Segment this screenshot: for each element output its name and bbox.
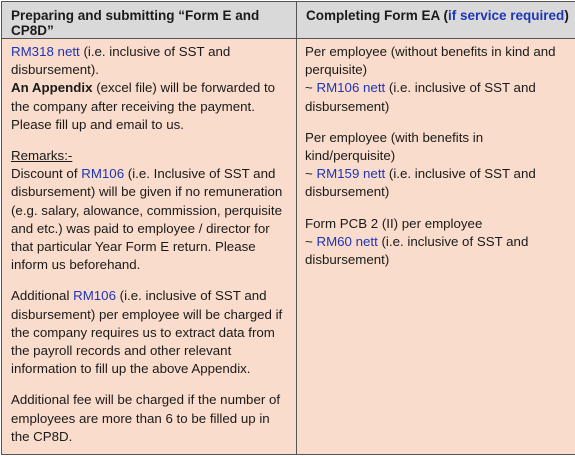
- ea-item: [305, 43, 569, 116]
- additional-pre: Additional: [11, 288, 74, 304]
- discount-pre: Discount of: [11, 166, 82, 182]
- ea-item-price: [305, 79, 569, 115]
- body-row: [2, 39, 575, 455]
- discount-amount: RM106: [81, 166, 125, 182]
- left-cell: [2, 39, 297, 455]
- ea-item: [305, 129, 569, 202]
- ea-item-amount: RM159 nett: [316, 166, 386, 182]
- header-right-title: [297, 2, 575, 23]
- ea-item-label: Per employee (without benefits in kind and perquisite): [305, 44, 556, 78]
- additional-text: (i.e. inclusive of SST and disbursement) per employee will be charged if the company requires us to extract data from the payroll records and other relevant information to fill up the above Appendix.: [11, 288, 283, 377]
- ea-item: [305, 215, 569, 270]
- header-right: [297, 2, 575, 39]
- ea-item-label: Per employee (with benefits in kind/perquisite): [305, 129, 484, 164]
- left-price-amount: RM318 nett: [11, 44, 80, 59]
- additional-amount: RM106: [73, 288, 116, 304]
- additional-fee-paragraph: Additional fee will be charged if the number of employees are more than 6 to be filled up in the CP8D.: [11, 392, 281, 444]
- header-right-suffix: ): [564, 8, 569, 23]
- additional-paragraph: [11, 287, 288, 378]
- ea-item-tilde: ~: [305, 166, 317, 182]
- appendix-paragraph: [11, 79, 288, 134]
- fee-table: [1, 1, 575, 455]
- discount-paragraph: [11, 165, 288, 274]
- header-right-highlight: if service required: [448, 8, 565, 23]
- ea-item-tilde: ~: [305, 233, 317, 249]
- remarks-title: Remarks:-: [11, 148, 73, 164]
- header-row: [2, 2, 575, 39]
- header-right-prefix: Completing Form EA (: [306, 8, 448, 23]
- appendix-text: (excel file) will be forwarded to the company after receiving the payment. Please fill up and email to us.: [11, 80, 276, 132]
- left-price-paragraph: [11, 43, 288, 79]
- ea-item-text: (i.e. inclusive of SST and disbursement): [305, 80, 536, 114]
- ea-item-tilde: ~: [305, 80, 317, 96]
- header-left: [2, 2, 297, 39]
- header-left-title: Preparing and submitting “Form E and CP8D”: [11, 8, 260, 38]
- discount-text: (i.e. Inclusive of SST and disbursement) will be given if no remuneration (e.g. salary, alowance, commission, perquisite and etc.) was paid to employee / director for that particular Year Form E return. Please inform us beforehand.: [11, 166, 283, 273]
- ea-item-amount: RM60 nett: [316, 233, 378, 249]
- ea-item-price: [305, 165, 569, 201]
- ea-item-text: (i.e. inclusive of SST and disbursement): [305, 233, 529, 268]
- ea-item-label: Form PCB 2 (II) per employee: [305, 215, 483, 231]
- ea-item-amount: RM106 nett: [316, 80, 386, 96]
- left-price-text: (i.e. inclusive of SST and disbursement).: [11, 44, 231, 78]
- ea-item-text: (i.e. inclusive of SST and disbursement): [305, 166, 536, 200]
- ea-item-price: [305, 233, 569, 269]
- appendix-label: An Appendix: [11, 80, 93, 96]
- right-cell: [297, 39, 575, 455]
